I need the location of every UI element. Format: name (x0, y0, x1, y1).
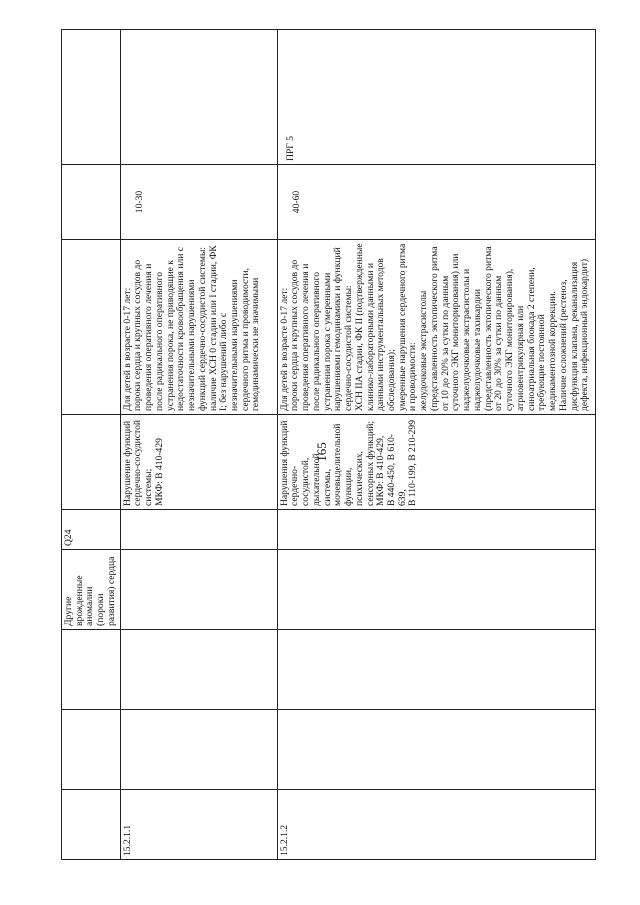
cell-empty (277, 710, 595, 790)
cell-code: 15.2.1.1 (120, 790, 277, 860)
table-row (120, 30, 277, 860)
cell-empty (120, 710, 277, 790)
cell-code: 15.2.1.2 (277, 790, 595, 860)
cell-reference: ПРГ 5 (277, 30, 595, 165)
classification-table (61, 29, 596, 860)
cell-anomaly-name: Другие врожденные аномалии (пороки развития) сердца (62, 550, 121, 630)
cell-header-8 (62, 165, 121, 240)
cell-percent: 10-30 (120, 165, 277, 240)
cell-header-1 (62, 790, 121, 860)
classification-table-rotated (61, 30, 596, 860)
cell-header-3 (62, 630, 121, 710)
cell-header-9 (62, 30, 121, 165)
cell-dysfunction: Нарушение функций сердечно-сосудистой системы; МКФ: B 410-429 (120, 415, 277, 510)
table-row-header (62, 30, 121, 860)
cell-reference (120, 30, 277, 165)
cell-empty (277, 510, 595, 550)
page-number: 165 (314, 442, 329, 462)
cell-description: Для детей в возрасте 0-17 лет: пороки сердца и крупных сосудов до проведения оперативного лечения и после радикального оперативного устранения порока, не приводящие к недостаточности кровообращения или с незначительными нарушениями функций сердечно-сосудистой системы: наличие ХСН 0 стадии или I стадии, ФК I; без нарушений либо с незначительными нарушениями сердечного ритма и проводимости, гемодинамически не значимыми (120, 240, 277, 415)
cell-empty (277, 550, 595, 630)
cell-dysfunction: Нарушения функций сердечно-сосудистой, дыхательной системы, мочевыделительной функции, психических, сенсорных функций; МКФ: B 410-429, B 440-450, B 610-639, B 110-199, B 210-299 (277, 415, 595, 510)
cell-header-2 (62, 710, 121, 790)
cell-description: Для детей в возрасте 0-17 лет: пороки сердца и крупных сосудов до проведения оперативного лечения и после радикального оперативного устранения порока с умеренными нарушениями гемодинамики и функций сердечно-сосудистой системы: ХСН IIA стадии, ФК II (подтвержденные клинико-лабораторными данными и данными инструментальных методов обследования); умеренные нарушения сердечного ритма и проводимости: желудочковые экстрасистолы (представленность эктопического ритма от 10 до 20% за сутки по данным суточного ЭКГ мониторирования) или наджелудочковые экстрасистолы и наджелудочковые тахикардии (представленность эктопического ритма от 20 до 30% за сутки по данным суточного ЭКГ мониторирования), атриовентрикулярная или синоатриальная блокада 2 степени, требующие постоянной медикаментозной коррекции. Наличие осложнений (рестеноз, дисфункция клапана, реканализация дефекта, инфекционный эндокардит) (277, 240, 595, 415)
cell-empty (120, 550, 277, 630)
cell-empty (120, 510, 277, 550)
cell-empty (120, 630, 277, 710)
cell-percent: 40-60 (277, 165, 595, 240)
cell-icd-code: Q24 (62, 510, 121, 550)
cell-header-6 (62, 415, 121, 510)
cell-header-7 (62, 240, 121, 415)
table-row (277, 30, 595, 860)
cell-empty (277, 630, 595, 710)
